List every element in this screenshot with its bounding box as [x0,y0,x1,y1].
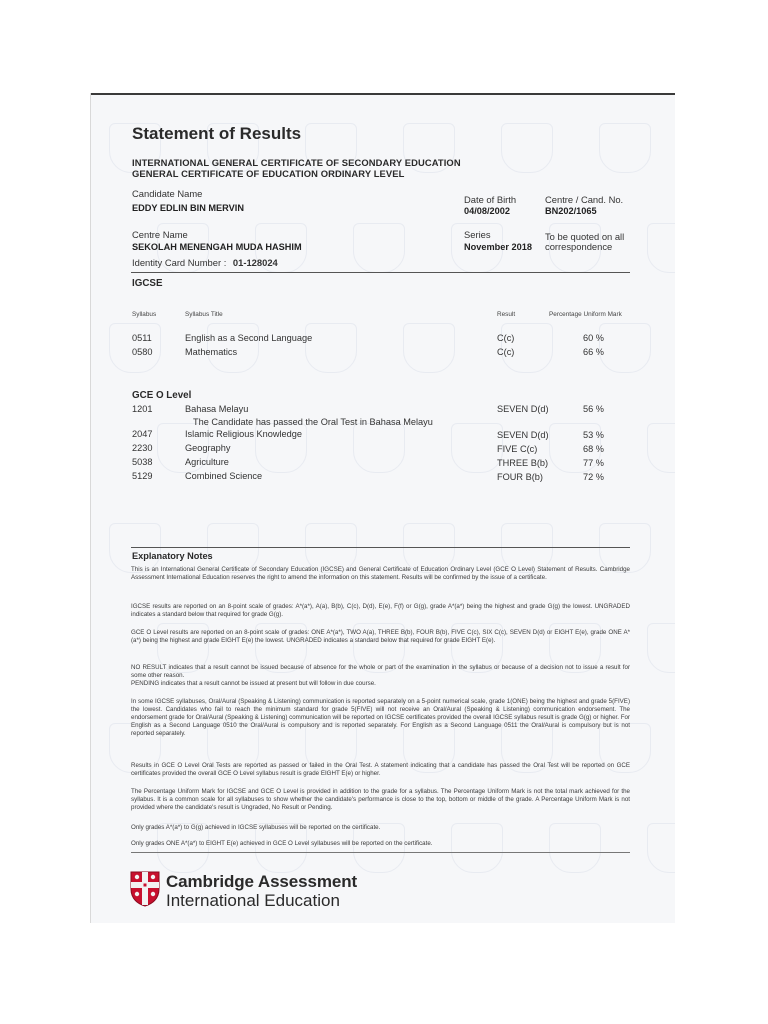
col-syllabus: Syllabus [132,311,157,318]
centre-name: SEKOLAH MENENGAH MUDA HASHIM [132,242,302,252]
watermark-crest-icon [647,623,675,673]
igcse-heading: IGCSE [132,278,163,289]
syllabus-pum: 66 % [583,347,604,357]
dob-value: 04/08/2002 [464,206,510,216]
syllabus-code: 0580 [132,347,153,357]
note-paragraph: This is an International General Certificate of Secondary Education (IGCSE) and General Certificate of Education Ordinary Level (GCE O Level) Statement of Results. Cambridge Assessment International Education reserves the right to amend the information on this statement. Results will be confirmed by the issue of a certificate. [131,566,630,581]
subtitle-igcse: INTERNATIONAL GENERAL CERTIFICATE OF SECONDARY EDUCATION [132,157,461,168]
syllabus-pum: 60 % [583,333,604,343]
note-paragraph: NO RESULT indicates that a result cannot be issued because of absence for the whole or part of the examination in the syllabus or because of a decision not to issue a result for some other reason. [131,664,630,679]
logo-line1: Cambridge Assessment [166,872,358,891]
watermark-crest-icon [647,223,675,273]
note-paragraph: IGCSE results are reported on an 8-point scale of grades: A*(a*), A(a), B(b), C(c), D(d), E(e), F(f) or G(g), grade A*(a*) being the highest and grade G(g) the lowest. UNGRADED indicates a standard below that required for grade G(g). [131,603,630,618]
syllabus-title: Combined Science [185,471,263,481]
syllabus-code: 2047 [132,429,153,439]
syllabus-pum: 53 % [583,430,604,440]
watermark-crest-icon [647,423,675,473]
col-syllabus-title: Syllabus Title [185,311,223,318]
syllabus-pum: 56 % [583,404,604,414]
divider-top [131,272,630,273]
syllabus-code: 1201 [132,404,153,414]
note-paragraph: Only grades ONE A*(a*) to EIGHT E(e) achieved in GCE O Level syllabuses will be reported on the certificate. [131,840,433,847]
syllabus-result: SEVEN D(d) [497,404,549,414]
logo-line2: International Education [166,891,340,910]
syllabus-result: C(c) [497,333,515,343]
quote-note-line2: correspondence [545,241,613,252]
watermark-crest-icon [305,323,357,373]
cambridge-shield-icon [130,871,160,912]
syllabus-result: FIVE C(c) [497,444,538,454]
syllabus-result: SEVEN D(d) [497,430,549,440]
note-paragraph: PENDING indicates that a result cannot be issued at present but will follow in due course. [131,680,376,687]
watermark-crest-icon [403,323,455,373]
candidate-name-label: Candidate Name [132,188,203,199]
syllabus-code: 5038 [132,457,153,467]
col-pum: Percentage Uniform Mark [549,311,622,318]
divider-notes [131,547,630,548]
watermark-crest-icon [599,323,651,373]
syllabus-title: Bahasa Melayu [185,404,249,414]
oral-test-note: The Candidate has passed the Oral Test in Bahasa Melayu [193,417,433,427]
page-title: Statement of Results [132,124,302,143]
gce-heading: GCE O Level [132,390,192,401]
notes-heading: Explanatory Notes [132,551,213,561]
centre-cand-label: Centre / Cand. No. [545,194,624,205]
watermark-crest-icon [353,423,405,473]
syllabus-title: Geography [185,443,231,453]
centre-cand-value: BN202/1065 [545,206,597,216]
syllabus-result: FOUR B(b) [497,472,543,482]
identity-card-number: 01-128024 [232,257,278,268]
syllabus-code: 5129 [132,471,153,481]
centre-name-label: Centre Name [132,229,188,240]
note-paragraph: Results in GCE O Level Oral Tests are reported as passed or failed in the Oral Test. A statement indicating that a candidate has passed the Oral Test will be reported on GCE certificates provided the overall GCE O Level syllabus result is grade EIGHT E(e) or higher. [131,762,630,777]
syllabus-result: C(c) [497,347,515,357]
syllabus-code: 0511 [132,333,152,343]
identity-card-label: Identity Card Number : [132,257,227,268]
syllabus-pum: 68 % [583,444,604,454]
quote-note-line1: To be quoted on all [545,231,625,242]
watermark-crest-icon [647,823,675,873]
syllabus-code: 2230 [132,443,153,453]
note-paragraph: In some IGCSE syllabuses, Oral/Aural (Speaking & Listening) communication is reported separately on a 5-point numerical scale, grade 1(ONE) being the highest and grade 5(FIVE) the lowest. Candidates who fail to reach the minimum standard for grade 5(FIVE) will not receive an Oral/Aural (Speaking & Listening) communication endorsement. The endorsement grade for Oral/Aural (Speaking & Listening) communication will be reported on IGCSE certificates provided the overall IGCSE syllabus result is grade G(g) or higher. For English as a Second Language 0510 the Oral/Aural is compulsory and is reported separately. For English as a Second Language 0511 the Oral/Aural is compulsory but is not reported separately. [131,698,630,737]
syllabus-result: THREE B(b) [497,458,549,468]
sheet-top-edge [91,93,675,95]
watermark-crest-icon [451,423,503,473]
watermark-crest-icon [501,123,553,173]
watermark-crest-icon [353,223,405,273]
syllabus-title: Agriculture [185,457,229,467]
watermark-crest-icon [599,123,651,173]
note-paragraph: GCE O Level results are reported on an 8-point scale of grades: ONE A*(a*), TWO A(a), THREE B(b), FOUR B(b), FIVE C(c), SIX C(c), SEVEN D(d) or EIGHT E(e), grade ONE A*(a*) being the highest and grade EIGHT E(e) the lowest. UNGRADED indicates a standard below that required for grade EIGHT E(e). [131,629,630,644]
syllabus-title: Islamic Religious Knowledge [185,429,302,439]
series-value: November 2018 [464,242,532,252]
subtitle-gce: GENERAL CERTIFICATE OF EDUCATION ORDINARY LEVEL [132,168,405,179]
divider-bottom [131,852,630,853]
syllabus-title: Mathematics [185,347,238,357]
note-paragraph: The Percentage Uniform Mark for IGCSE and GCE O Level is provided in addition to the grade for a syllabus. The Percentage Uniform Mark is not the total mark achieved for the syllabus. It is a common scale for all syllabuses to show whether the candidate's performance is close to the top, bottom or middle of the grade. A Percentage Uniform Mark is not provided where the candidate's result is Ungraded, No Result or Pending. [131,788,630,811]
dob-label: Date of Birth [464,194,517,205]
series-label: Series [464,229,491,240]
note-paragraph: Only grades A*(a*) to G(g) achieved in IGCSE syllabuses will be reported on the certificate. [131,824,381,831]
syllabus-pum: 77 % [583,458,604,468]
identity-card-row [132,257,278,268]
syllabus-pum: 72 % [583,472,604,482]
col-result: Result [497,311,516,318]
syllabus-title: English as a Second Language [185,333,313,343]
candidate-name: EDDY EDLIN BIN MERVIN [132,203,244,213]
